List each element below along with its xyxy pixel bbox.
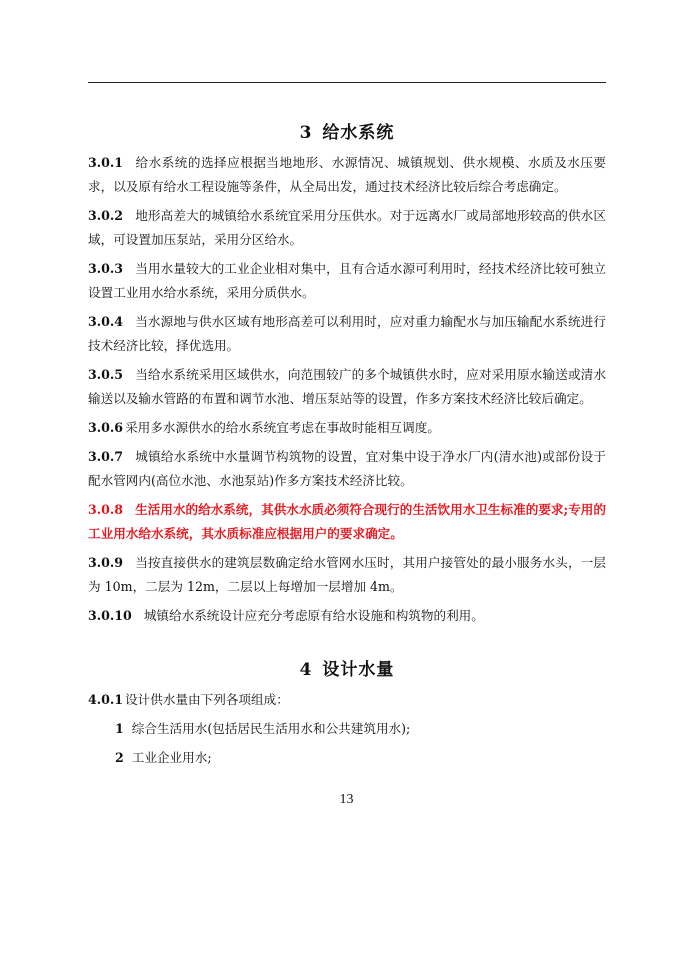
- clause-3-0-4: 3.0.4 当水源地与供水区域有地形高差可以利用时，应对重力输配水与加压输配水系统进行技术经济比较，择优选用。: [88, 314, 606, 353]
- page-number: 13: [339, 792, 354, 807]
- clause-3-0-3: 3.0.3 当用水量较大的工业企业相对集中，且有合适水源可利用时，经技术经济比较可独立设置工业用水给水系统，采用分质供水。: [88, 261, 606, 300]
- clause-3-0-10: 3.0.10 城镇给水系统设计应充分考虑原有给水设施和构筑物的利用。: [88, 608, 484, 623]
- clause-3-0-2: 3.0.2 地形高差大的城镇给水系统宜采用分压供水。对于远离水厂或局部地形较高的供水区域，可设置加压泵站，采用分区给水。: [88, 208, 606, 247]
- clause-3-0-1: 3.0.1 给水系统的选择应根据当地地形、水源情况、城镇规划、供水规模、水质及水压要求，以及原有给水工程设施等条件，从全局出发，通过技术经济比较后综合考虑确定。: [88, 155, 606, 194]
- section-gap: [88, 633, 606, 655]
- clause-3-0-5: 3.0.5 当给水系统采用区域供水，向范围较广的多个城镇供水时，应对采用原水输送或清水输送以及输水管路的布置和调节水池、增压泵站等的设置，作多方案技术经济比较后确定。: [88, 367, 606, 406]
- page-content: [88, 118, 606, 775]
- list-item-2: 2 工业企业用水;: [115, 750, 212, 765]
- list-item-1: 1 综合生活用水(包括居民生活用水和公共建筑用水);: [115, 721, 411, 736]
- clause-3-0-6: 3.0.6 采用多水源供水的给水系统宜考虑在事故时能相互调度。: [88, 420, 440, 435]
- clause-4-0-1: 4.0.1 设计供水量由下列各项组成：: [88, 692, 289, 707]
- clause-3-0-9: 3.0.9 当按直接供水的建筑层数确定给水管网水压时，其用户接管处的最小服务水头，一层为 10m，二层为 12m，二层以上每增加一层增加 4m。: [88, 555, 606, 594]
- clause-3-0-8-highlighted: 3.0.8 生活用水的给水系统，其供水水质必须符合现行的生活饮用水卫生标准的要求;专用的工业用水给水系统，其水质标准应根据用户的要求确定。: [88, 502, 606, 541]
- section-4-title: 4 设计水量: [299, 660, 395, 680]
- header-rule: [88, 82, 606, 83]
- section-3-title: 3 给水系统: [299, 123, 395, 143]
- clause-3-0-7: 3.0.7 城镇给水系统中水量调节构筑物的设置，宜对集中设于净水厂内(清水池)或部份设于配水管网内(高位水池、水池泵站)作多方案技术经济比较。: [88, 449, 606, 488]
